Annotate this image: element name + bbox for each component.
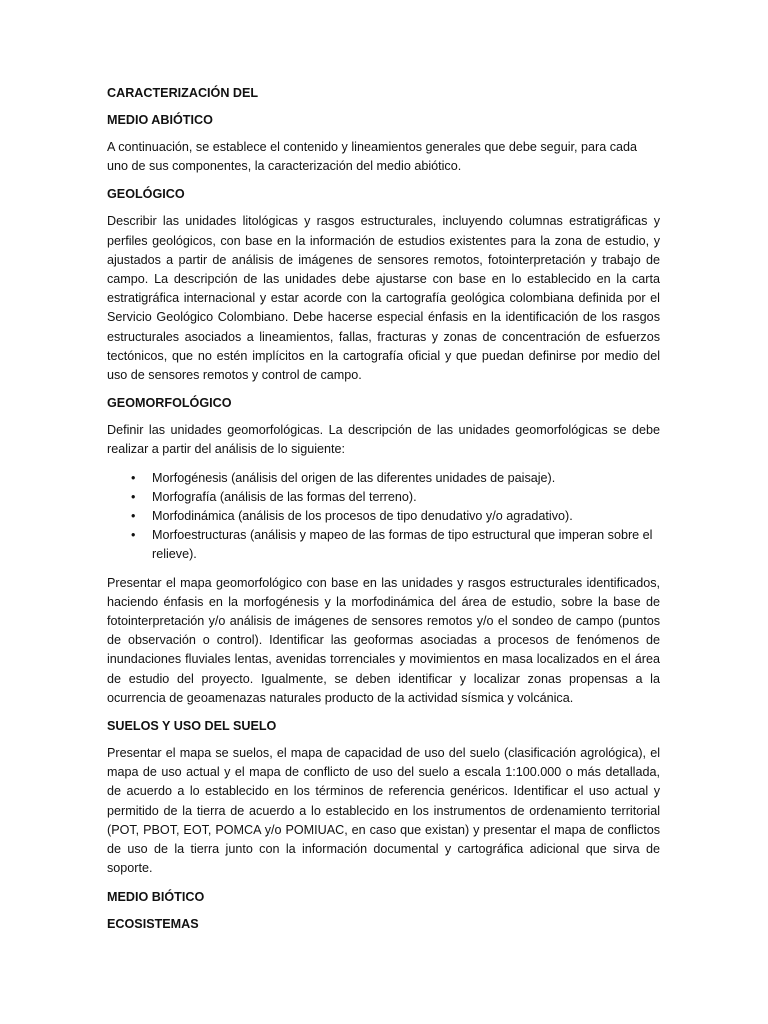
list-item-text: Morfografía (análisis de las formas del terreno). [152, 489, 417, 504]
list-item [107, 469, 660, 488]
geomorfologico-paragraph: Presentar el mapa geomorfológico con base en las unidades y rasgos estructurales identificados, haciendo énfasis en la morfogénesis y la morfodinámica del área de estudio, sobre la base de fotointerpretación y/o análisis de imágenes de sensores remotos y/o el sondeo de campo (puntos de observación o control). Identificar las geoformas asociadas a procesos de fenómenos de inundaciones fluviales lentas, avenidas torrenciales y movimientos en masa localizados en el área de estudio del proyecto. Igualmente, se deben identificar y localizar zonas propensas a la ocurrencia de geoamenazas naturales producto de la actividad sísmica y volcánica. [107, 575, 660, 705]
geomorfologico-list [107, 469, 660, 565]
suelos-paragraph: Presentar el mapa se suelos, el mapa de capacidad de uso del suelo (clasificación agrológica), el mapa de uso actual y el mapa de conflicto de uso del suelo a escala 1:100.000 o más detallada, de acuerdo a lo establecido en los términos de referencia genéricos. Identificar el uso actual y permitido de la tierra de acuerdo a lo establecido en los instrumentos de ordenamiento territorial (POT, PBOT, EOT, POMCA y/o POMIUAC, en caso que existan) y presentar el mapa de conflictos de uso de la tierra junto con la información documental y cartográfica adicional que sirva de soporte. [107, 746, 660, 876]
bullet-icon: • [131, 470, 136, 485]
geologico-heading: GEOLÓGICO [107, 187, 185, 202]
bullet-icon: • [131, 489, 136, 504]
list-item [107, 507, 660, 526]
geologico-paragraph: Describir las unidades litológicas y rasgos estructurales, incluyendo columnas estratigráficas y perfiles geológicos, con base en la información de estudios existentes para la zona de estudio, y ajustados a partir de análisis de imágenes de sensores remotos, fotointerpretación y trabajo de campo. La descripción de las unidades debe ajustarse con base en lo establecido en la carta estratigráfica internacional y estar acorde con la cartografía geológica colombiana definida por el Servicio Geológico Colombiano. Debe hacerse especial énfasis en la identificación de los rasgos estructurales asociados a lineamientos, fallas, fracturas y zonas de concentración de esfuerzos tectónicos, que no estén implícitos en la cartografía oficial y que puedan definirse por medio del uso de sensores remotos y control de campo. [107, 214, 660, 383]
geomorfologico-heading: GEOMORFOLÓGICO [107, 396, 232, 411]
list-item-text: Morfodinámica (análisis de los procesos de tipo denudativo y/o agradativo). [152, 509, 573, 524]
list-item [107, 488, 660, 507]
document-page [107, 84, 660, 942]
ecosistemas-heading: ECOSISTEMAS [107, 916, 199, 931]
bullet-icon: • [131, 528, 136, 543]
title-line-2: MEDIO ABIÓTICO [107, 113, 213, 127]
list-item [107, 526, 660, 564]
suelos-heading: SUELOS Y USO DEL SUELO [107, 719, 277, 734]
medio-biotico-heading: MEDIO BIÓTICO [107, 889, 205, 904]
title-line-1: CARACTERIZACIÓN DEL [107, 86, 259, 100]
list-item-text: Morfogénesis (análisis del origen de las diferentes unidades de paisaje). [152, 470, 556, 485]
list-item-text: Morfoestructuras (análisis y mapeo de las formas de tipo estructural que imperan sobre el relieve). [152, 528, 653, 562]
intro-paragraph: A continuación, se establece el contenido y lineamientos generales que debe seguir, para cada uno de sus componentes, la caracterización del medio abiótico. [107, 140, 638, 174]
bullet-icon: • [131, 509, 136, 524]
geomorfologico-intro: Definir las unidades geomorfológicas. La descripción de las unidades geomorfológicas se debe realizar a partir del análisis de lo siguiente: [107, 423, 660, 457]
